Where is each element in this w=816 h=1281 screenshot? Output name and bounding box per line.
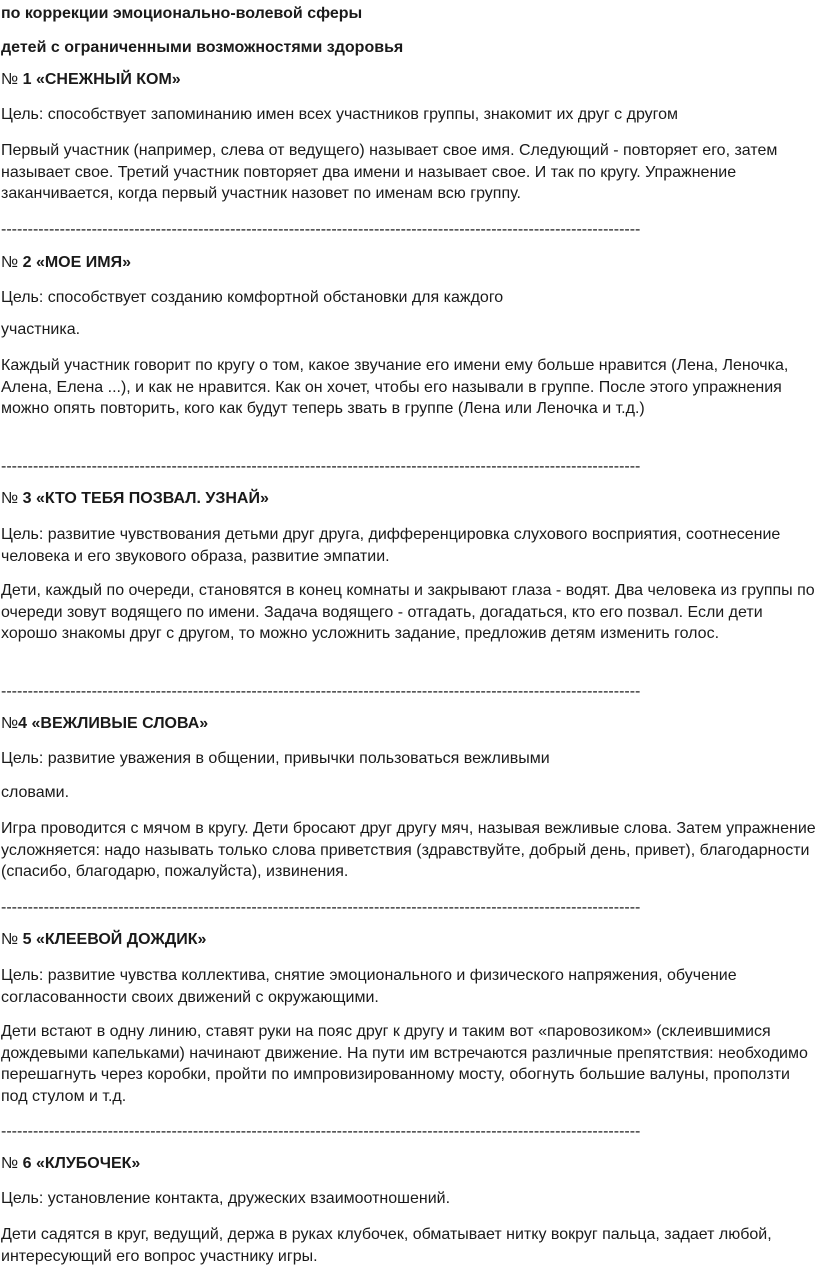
exercise-1-text: Первый участник (например, слева от ведущего) называет свое имя. Следующий - повторяет его, затем называет свое. Третий участник повторяет два имени и называет свое. И так по кругу. Упражнение заканчивается, когда первый участник назовет по именам всю группу. — [1, 142, 778, 202]
exercise-1-heading — [1, 70, 181, 90]
exercise-2-heading — [1, 253, 131, 273]
exercise-title: 6 «КЛУБОЧЕК» — [22, 1155, 141, 1172]
exercise-number-sign: № — [1, 715, 19, 732]
exercise-4-goal: Цель: развитие уважения в общении, привычки пользоваться вежливыми — [1, 750, 550, 767]
exercise-title: 4 «ВЕЖЛИВЫЕ СЛОВА» — [18, 715, 209, 732]
exercise-5-heading — [1, 930, 206, 950]
exercise-6-heading — [1, 1154, 140, 1174]
separator-line: ------------------------------------------------------------------------------------------------------------------------ — [1, 1123, 641, 1140]
exercise-2-text: Каждый участник говорит по кругу о том, какое звучание его имени ему больше нравится (Лена, Леночка, Алена, Елена ...), и как не нравится. Как он хочет, чтобы его называли в группе. После этого упражнения можно опять повторить, кого как будут теперь звать в группе (Лена или Леночка и т.д.) — [1, 357, 789, 417]
header-line-1: по коррекции эмоционально-волевой сферы — [1, 5, 363, 22]
exercise-2-goal: Цель: способствует созданию комфортной обстановки для каждого — [1, 289, 504, 306]
exercise-number-sign: № — [1, 490, 23, 507]
exercise-1-goal: Цель: способствует запоминанию имен всех участников группы, знакомит их друг с другом — [1, 106, 679, 123]
exercise-title: 3 «КТО ТЕБЯ ПОЗВАЛ. УЗНАЙ» — [22, 490, 269, 507]
header-line-2: детей с ограниченными возможностями здоровья — [1, 39, 404, 56]
exercise-number-sign: № — [1, 931, 23, 948]
exercise-4-goal-cont: словами. — [1, 784, 70, 801]
exercise-number-sign: № — [1, 1155, 23, 1172]
separator-line: ------------------------------------------------------------------------------------------------------------------------ — [1, 458, 641, 475]
exercise-4-text: Игра проводится с мячом в кругу. Дети бросают друг другу мяч, называя вежливые слова. Затем упражнение усложняется: надо называть только слова приветствия (здравствуйте, добрый день, привет), благодарности (спасибо, благодарю, пожалуйста), извинения. — [1, 820, 816, 880]
exercise-4-heading — [1, 714, 208, 734]
exercise-number-sign: № — [1, 254, 23, 271]
exercise-6-goal: Цель: установление контакта, дружеских взаимоотношений. — [1, 1190, 451, 1207]
separator-line: ------------------------------------------------------------------------------------------------------------------------ — [1, 899, 641, 916]
exercise-2-goal-cont: участника. — [1, 321, 81, 338]
exercise-title: 1 «СНЕЖНЫЙ КОМ» — [22, 71, 181, 88]
exercise-5-goal: Цель: развитие чувства коллектива, снятие эмоционального и физического напряжения, обучение согласованности своих движений с окружающими. — [1, 967, 737, 1006]
exercise-3-text: Дети, каждый по очереди, становятся в конец комнаты и закрывают глаза - водят. Два человека из группы по очереди зовут водящего по имени. Задача водящего - отгадать, догадаться, кто его позвал. Если дети хорошо знакомы друг с другом, то можно усложнить задание, предложив детям изменить голос. — [1, 582, 815, 642]
exercise-6-text: Дети садятся в круг, ведущий, держа в руках клубочек, обматывает нитку вокруг пальца, задает любой, интересующий его вопрос участнику игры. — [1, 1226, 772, 1265]
exercise-number-sign: № — [1, 71, 23, 88]
exercise-5-text: Дети встают в одну линию, ставят руки на пояс друг к другу и таким вот «паровозиком» (склеившимися дождевыми капельками) начинают движение. На пути им встречаются различные препятствия: необходимо перешагнуть через коробки, пройти по импровизированному мосту, обогнуть большие валуны, проползти под стулом и т.д. — [1, 1023, 808, 1105]
exercise-3-goal: Цель: развитие чувствования детьми друг друга, дифференцировка слухового восприятия, соотнесение человека и его звукового образа, развитие эмпатии. — [1, 526, 781, 565]
exercise-title: 5 «КЛЕЕВОЙ ДОЖДИК» — [22, 931, 207, 948]
separator-line: ------------------------------------------------------------------------------------------------------------------------ — [1, 221, 641, 238]
separator-line: ------------------------------------------------------------------------------------------------------------------------ — [1, 683, 641, 700]
exercise-3-heading — [1, 489, 269, 509]
exercise-title: 2 «МОЕ ИМЯ» — [22, 254, 131, 271]
